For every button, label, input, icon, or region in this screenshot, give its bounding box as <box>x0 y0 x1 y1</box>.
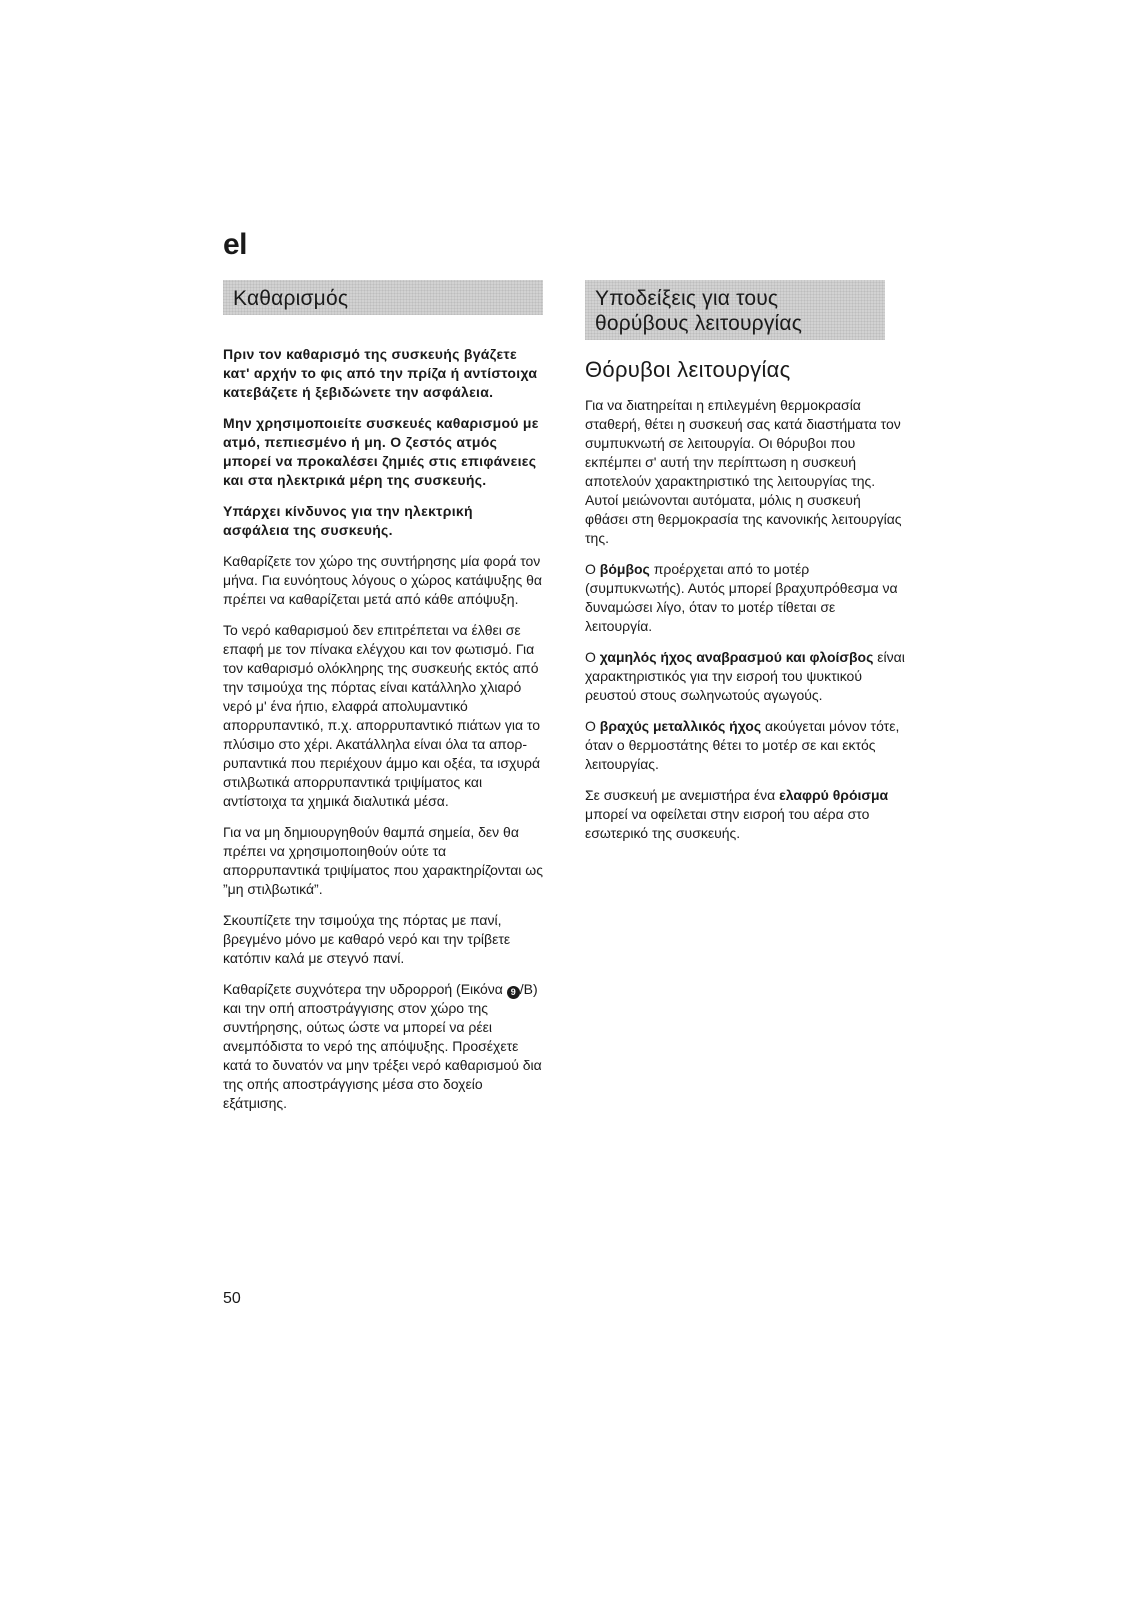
fan-term: ελαφρύ θρόισμα <box>779 787 889 803</box>
paragraph-matte-spots: Για να μη δημιουργηθούν θαμπά σημεία, δεν θα πρέπει να χρησιμοποιηθούν ούτε τα απορρυπαντικά τριψίματος που χαρακτηρίζονται ως ”μη στιλβωτικά”. <box>223 824 543 897</box>
paragraph-monthly-cleaning: Καθαρίζετε τον χώρο της συντήρησης μία φορά τον μήνα. Για ευνόητους λόγους ο χώρος κατάψυξης θα πρέπει να καθαρίζεται μετά από κάθε απόψυξη. <box>223 553 542 607</box>
bubbling-prefix: Ο <box>585 649 600 665</box>
paragraph-hum <box>585 560 905 636</box>
bubbling-text: είναι χαρακτηριστικός για την εισροή του ψυκτικού ρευστού στους σωληνωτούς αγωγούς. <box>585 649 905 703</box>
section-banner-cleaning: Καθαρισμός <box>223 280 543 315</box>
paragraph-noise-intro: Για να διατηρείται η επιλεγμένη θερμοκρασία σταθερή, θέτει η συσκευή σας κατά διαστήματα τον συμπυκνωτή σε λειτουργία. Οι θόρυβοι που εκπέμπει σ' αυτή την περίπτωση η συσκευή αποτελούν χαρακτηριστικό της λειτουργίας της. Αυτοί μειώνονται αυτόματα, μόλις η συσκευή φθάσει στη θερμοκρασία της κανονικής λειτουργίας της. <box>585 397 902 546</box>
section-banner-noise: Υποδείξεις για τους θορύβους λειτουργίας <box>585 280 885 340</box>
subheading-operating-noises: Θόρυβοι λειτουργίας <box>585 357 791 382</box>
warning-steam: Μην χρησιμοποιείτε συσκευές καθαρισμού με ατμό, πεπιεσμένο ή μη. Ο ζεστός ατμός μπορεί να προκαλέσει ζημιές στις επιφάνειες και στα ηλεκτρικά μέρη της συσκευής. <box>223 415 539 488</box>
click-term: βραχύς μεταλλικός ήχος <box>599 718 762 734</box>
click-text: ακούγεται μόνον τότε, όταν ο θερμοστάτης θέτει το μοτέρ σε και εκτός λειτουργίας. <box>585 718 900 772</box>
bubbling-term: χαμηλός ήχος αναβρασμού και φλοίσβος <box>599 649 874 665</box>
paragraph-fan-rustle <box>585 786 905 843</box>
hum-prefix: Ο <box>585 561 600 577</box>
hum-term: βόμβος <box>599 561 650 577</box>
click-prefix: Ο <box>585 718 600 734</box>
language-tag: el <box>223 228 248 261</box>
paragraph-door-seal: Σκουπίζετε την τσιμούχα της πόρτας με πανί, βρεγμένο μόνο με καθαρό νερό και την τρίβετε κατόπιν καλά με στεγνό πανί. <box>223 912 511 966</box>
warning-electrical: Υπάρχει κίνδυνος για την ηλεκτρική ασφάλεια της συσκευής. <box>223 503 473 538</box>
fan-prefix: Σε συσκευή με ανεμιστήρα ένα <box>585 787 780 803</box>
drain-text-start: Καθαρίζετε συχνότερα την υδρορροή (Εικόνα <box>223 981 507 997</box>
warning-unplug: Πριν τον καθαρισμό της συσκευής βγάζετε κατ' αρχήν το φις από την πρίζα ή αντίστοιχα κατεβάζετε ή ξεβιδώνετε την ασφάλεια. <box>223 346 538 400</box>
hum-text: προέρχεται από το μοτέρ (συμπυκνωτής). Αυτός μπορεί βραχυπρόθεσμα να δυναμώσει λίγο, όταν το μοτέρ τίθεται σε λειτουργία. <box>585 561 898 634</box>
paragraph-cleaning-water: Το νερό καθαρισμού δεν επιτρέπεται να έλθει σε επαφή με τον πίνακα ελέγχου και τον φωτισμό. Για τον καθαρισμό ολόκληρης της συσκευής εκτός από την τσιμούχα της πόρτας είναι κατάλληλο χλιαρό νερό μ' ένα ήπιο, ελαφρά απολυμαντικό απορρυπαντικό, π.χ. απορρυπαντικό πιάτων για το πλύσιμο στο χέρι. Ακατάλληλα είναι όλα τα απορρυπαντικά που περιέχουν άμμο και οξέα, τα ισχυρά στιλβωτικά απορρυπαντικά τριψίματος και αντίστοιχα τα χημικά διαλυτικά μέσα. <box>223 622 541 809</box>
noise-section <box>585 280 905 855</box>
figure-number-icon: 9 <box>507 986 520 999</box>
paragraph-click <box>585 717 905 774</box>
drain-text-end: /B) και την οπή αποστράγγισης στον χώρο της συντήρησης, ούτως ώστε να μπορεί να ρέει ανεμπόδιστα το νερό της απόψυξης. Προσέχετε κατά το δυνατόν να μην τρέξει νερό καθαρισμού δια της οπής αποστράγγισης μέσα στο δοχείο εξάτμισης. <box>223 981 542 1111</box>
cleaning-section <box>223 280 543 1125</box>
page-number: 50 <box>223 1290 241 1307</box>
fan-text: μπορεί να οφείλεται στην εισροή του αέρα στο εσωτερικό της συσκευής. <box>585 806 870 841</box>
paragraph-drain <box>223 980 543 1113</box>
paragraph-bubbling <box>585 648 905 705</box>
